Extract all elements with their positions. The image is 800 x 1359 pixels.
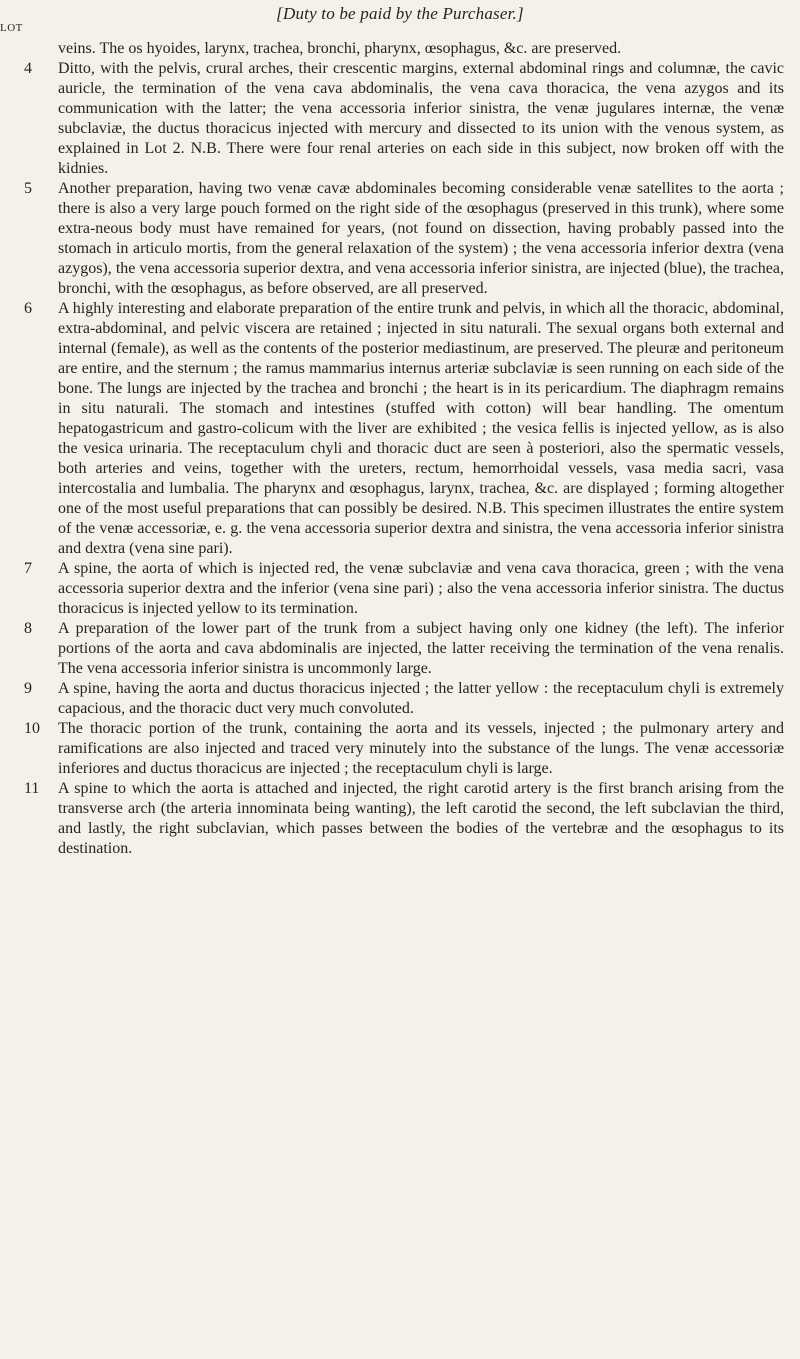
lot-description: A preparation of the lower part of the trunk from a subject having only one kidney (the left). The inferior portions of the aorta and cava abdominalis are injected, the latter receiving the termination of the vena renalis. The vena accessoria inferior sinistra is uncommonly large. <box>58 620 784 677</box>
lot-entry-8 <box>24 619 784 679</box>
lot-entry-11 <box>24 779 784 859</box>
lot-description: Another preparation, having two venæ cavæ abdominales becoming considerable venæ satellites to the aorta ; there is also a very large pouch formed on the right side of the œsophagus (preserved in this trunk), where some extra-neous body must have remained for years, (not found on dissection, having probably passed into the stomach in articulo mortis, from the general relaxation of the system) ; the vena accessoria inferior dextra (vena azygos), the vena accessoria superior dextra, and vena accessoria inferior sinistra, are injected (blue), the trachea, bronchi, with the œsophagus, as before observed, are all preserved. <box>58 180 784 297</box>
lot-description: A spine to which the aorta is attached and injected, the right carotid artery is the first branch arising from the transverse arch (the arteria innominata being wanting), the left carotid the second, the left subclavian the third, and lastly, the right subclavian, which passes between the bodies of the vertebræ and the œsophagus to its destination. <box>58 780 784 857</box>
lot-column-label: LOT <box>0 22 23 34</box>
lot-entry-6 <box>24 299 784 559</box>
lot-entry-4 <box>24 59 784 179</box>
lot-entry-9 <box>24 679 784 719</box>
lot-number: 6 <box>24 300 32 317</box>
lot-list <box>24 39 784 859</box>
lot-description: A highly interesting and elaborate preparation of the entire trunk and pelvis, in which all the thoracic, abdominal, extra-abdominal, and pelvic viscera are retained ; injected in situ naturali. The sexual organs both external and internal (female), as well as the contents of the posterior mediastinum, are preserved. The pleuræ and peritoneum are entire, and the sternum ; the ramus mammarius internus arteriæ subclaviæ is seen running on each side of the bone. The lungs are injected by the trachea and bronchi ; the heart is in its pericardium. The diaphragm remains in situ naturali. The stomach and intestines (stuffed with cotton) will bear handling. The omentum hepatogastricum and gastro-colicum with the liver are exhibited ; the vesica fellis is injected yellow, as is also the vesica urinaria. The receptaculum chyli and thoracic duct are seen à posteriori, also the spermatic vessels, both arteries and veins, together with the ureters, rectum, hemorrhoidal vessels, vasa media sacri, vasa intercostalia and lumbalia. The pharynx and œsophagus, larynx, trachea, &c. are displayed ; forming altogether one of the most useful preparations that can possibly be desired. N.B. This specimen illustrates the entire system of the venæ accessoriæ, e. g. the vena accessoria superior dextra and sinistra, the vena accessoria inferior sinistra and dextra (vena sine pari). <box>58 300 784 557</box>
running-head: [Duty to be paid by the Purchaser.] <box>276 4 524 23</box>
lot-description: Ditto, with the pelvis, crural arches, their crescentic margins, external abdominal rings and columnæ, the cavic auricle, the termination of the vena cava abdominalis, the vena cava thoracica, the vena azygos and its communication with the latter; the vena accessoria inferior sinistra, the venæ jugulares internæ, the venæ subclaviæ, the ductus thoracicus injected with mercury and dissected to its union with the venous system, as explained in Lot 2. N.B. There were four renal arteries on each side in this subject, now broken off with the kidnies. <box>58 60 784 177</box>
lot-number: 10 <box>24 720 40 737</box>
lot-description: veins. The os hyoides, larynx, trachea, bronchi, pharynx, œsophagus, &c. are preserved. <box>58 40 622 57</box>
lot-description: A spine, having the aorta and ductus thoracicus injected ; the latter yellow : the receptaculum chyli is extremely capacious, and the thoracic duct very much convoluted. <box>58 680 784 717</box>
lot-entry-continued <box>24 39 784 59</box>
lot-entry-10 <box>24 719 784 779</box>
lot-number: 8 <box>24 620 32 637</box>
lot-entry-7 <box>24 559 784 619</box>
lot-description: The thoracic portion of the trunk, containing the aorta and its vessels, injected ; the pulmonary artery and ramifications are also injected and traced very minutely into the substance of the lungs. The venæ accessoriæ inferiores and ductus thoracicus are injected ; the receptaculum chyli is large. <box>58 720 784 777</box>
lot-number: 9 <box>24 680 32 697</box>
lot-entry-5 <box>24 179 784 299</box>
lot-number: 5 <box>24 180 32 197</box>
lot-description: A spine, the aorta of which is injected red, the venæ subclaviæ and vena cava thoracica, green ; with the vena accessoria superior dextra and the inferior (vena sine pari) ; also the vena accessoria inferior sinistra. The ductus thoracicus is injected yellow to its termination. <box>58 560 784 617</box>
lot-number: 7 <box>24 560 32 577</box>
lot-number: 11 <box>24 780 40 797</box>
lot-number: 4 <box>24 60 32 77</box>
